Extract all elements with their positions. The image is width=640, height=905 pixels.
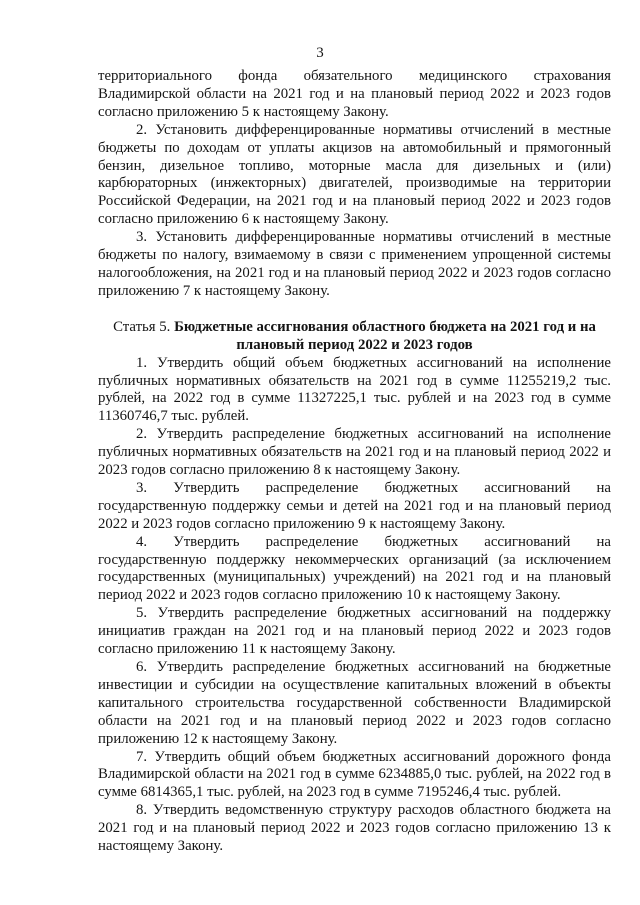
page-number: 3 <box>316 45 324 61</box>
paragraph-excise-norms: 2. Установить дифференцированные нормативы отчислений в местные бюджеты по доходам от уплаты акцизов на автомобильный и прямогонный бензин, дизельное топливо, моторные масла для дизельных и (или) карбюраторных (инжекторных) двигателей, производимые на территории Российской Федерации, на 2021 год и на плановый период 2022 и 2023 годов согласно приложению 6 к настоящему Закону. <box>98 121 611 228</box>
article-paragraph-7: 7. Утвердить общий объем бюджетных ассигнований дорожного фонда Владимирской области на 2021 год в сумме 6234885,0 тыс. рублей, на 2022 год в сумме 6814365,1 тыс. рублей, на 2023 год в сумме 7195246,4 тыс. рублей. <box>98 748 611 801</box>
article-label: Статья 5. <box>113 318 171 335</box>
spacer <box>98 301 611 319</box>
paragraph-continuation: территориального фонда обязательного медицинского страхования Владимирской области на 2021 год и на плановый период 2022 и 2023 годов согласно приложению 5 к настоящему Закону. <box>98 68 611 120</box>
article-paragraph-1: 1. Утвердить общий объем бюджетных ассигнований на исполнение публичных нормативных обязательств на 2021 год в сумме 11255219,2 тыс. рублей, на 2022 год в сумме 11327225,1 тыс. рублей и на 2023 год в сумме 11360746,7 тыс. рублей. <box>98 354 611 425</box>
article-paragraph-6: 6. Утвердить распределение бюджетных ассигнований на бюджетные инвестиции и субсидии на осуществление капитальных вложений в объекты капитального строительства государственной собственности Владимирской области на 2021 год и на плановый период 2022 и 2023 годов согласно приложению 12 к настоящему Закону. <box>98 659 611 747</box>
paragraph-simplified-tax-norms: 3. Установить дифференцированные нормативы отчислений в местные бюджеты по налогу, взимаемому в связи с применением упрощенной системы налогообложения, на 2021 год и на плановый период 2022 и 2023 годов согласно приложению 7 к настоящему Закону. <box>98 229 611 299</box>
article-paragraph-2: 2. Утвердить распределение бюджетных ассигнований на исполнение публичных нормативных обязательств на 2021 год и на плановый период 2022 и 2023 годов согласно приложению 8 к настоящему Закону. <box>98 426 611 479</box>
article-paragraph-3: 3. Утвердить распределение бюджетных ассигнований на государственную поддержку семьи и детей на 2021 год и на плановый период 2022 и 2023 годов согласно приложению 9 к настоящему Закону. <box>98 479 611 532</box>
article-paragraph-5: 5. Утвердить распределение бюджетных ассигнований на поддержку инициатив граждан на 2021 год и на плановый период 2022 и 2023 годов согласно приложению 11 к настоящему Закону. <box>98 605 611 658</box>
article-paragraph-8: 8. Утвердить ведомственную структуру расходов областного бюджета на 2021 год и на плановый период 2022 и 2023 годов согласно приложению 13 к настоящему Закону. <box>98 802 611 855</box>
article-heading <box>98 319 611 355</box>
article-title: Бюджетные ассигнования областного бюджета на 2021 год и на плановый период 2022 и 2023 годов <box>174 318 596 353</box>
article-paragraph-4: 4. Утвердить распределение бюджетных ассигнований на государственную поддержку некоммерческих организаций (за исключением государственных (муниципальных) учреждений) на 2021 год и на плановый период 2022 и 2023 годов согласно приложению 10 к настоящему Закону. <box>98 533 611 604</box>
document-body <box>98 68 611 856</box>
